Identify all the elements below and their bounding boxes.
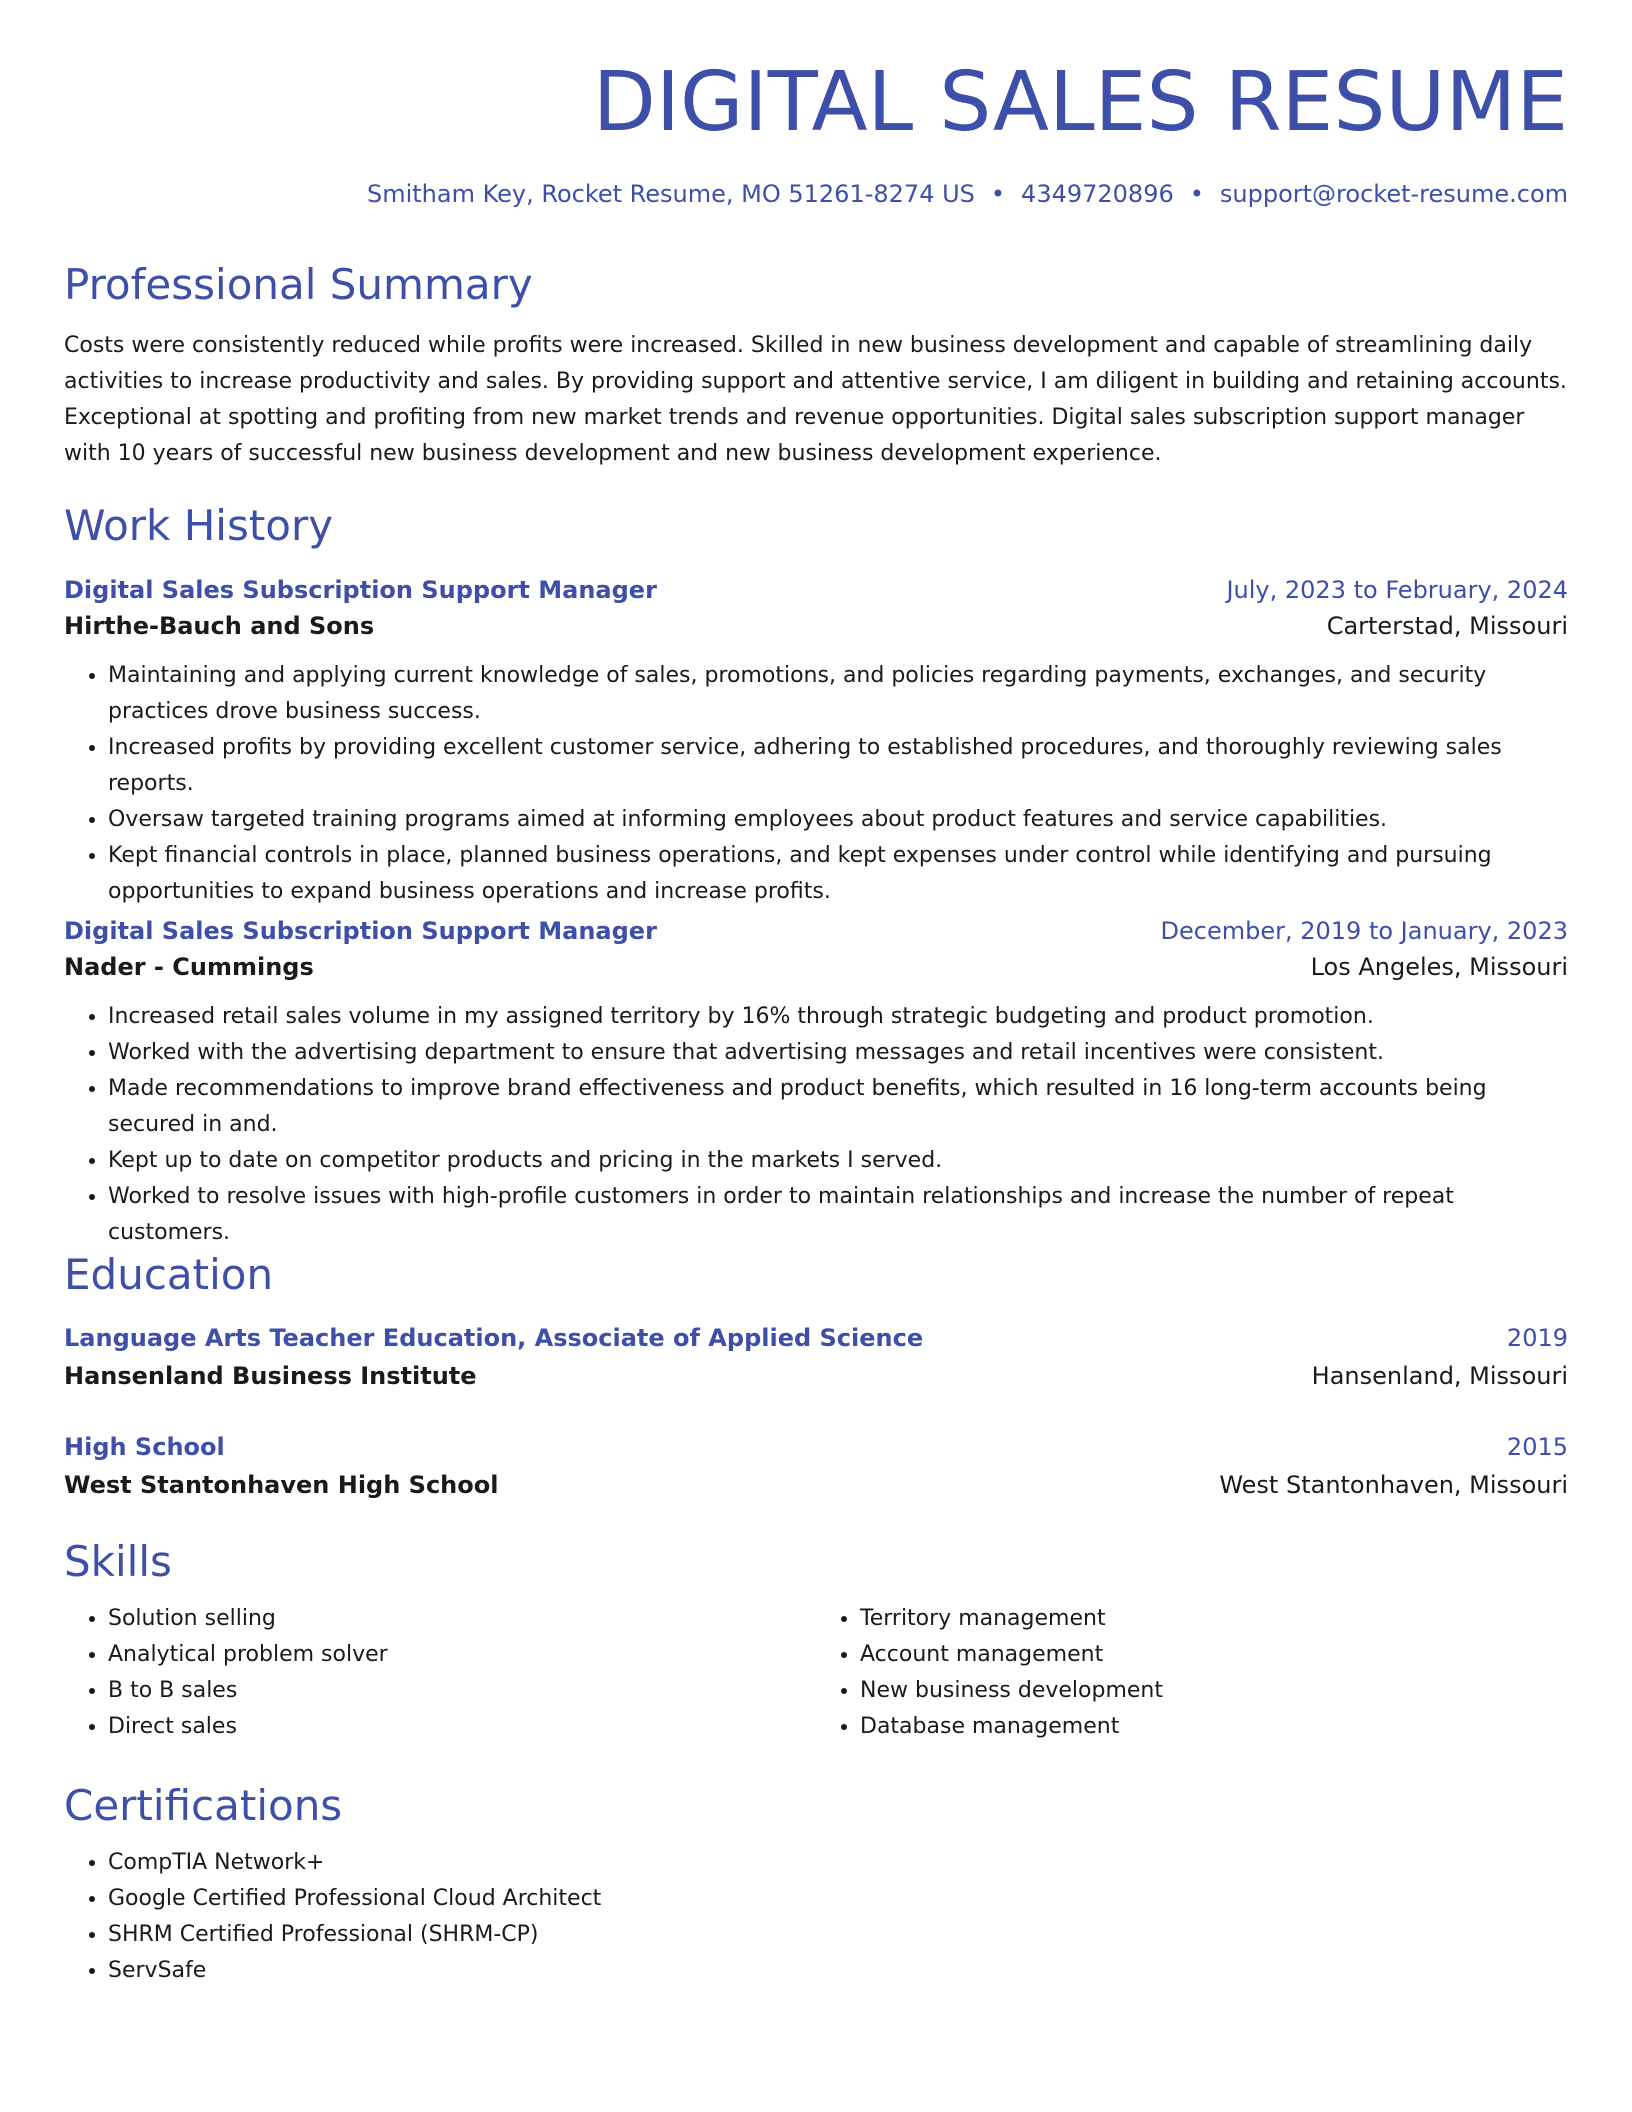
skills-list-right	[816, 1601, 1568, 1745]
education-school: West Stantonhaven High School	[64, 1471, 499, 1499]
education-year: 2015	[1506, 1433, 1568, 1461]
job-company-row	[64, 953, 1568, 981]
section-heading-summary: Professional Summary	[64, 260, 533, 309]
section-heading-certifications: Certifications	[64, 1781, 343, 1830]
list-item: • Google Certified Professional Cloud Architect	[108, 1881, 1568, 1917]
section-heading-work: Work History	[64, 501, 334, 550]
job-title: Digital Sales Subscription Support Manager	[64, 576, 657, 604]
list-item: • CompTIA Network+	[108, 1845, 1568, 1881]
job-dates: July, 2023 to February, 2024	[1226, 576, 1568, 604]
list-item: • Increased profits by providing excellent customer service, adhering to established procedures, and thoroughly reviewing sales reports.	[108, 730, 1568, 802]
list-item: • Direct sales	[108, 1709, 816, 1745]
education-location: West Stantonhaven, Missouri	[1219, 1471, 1568, 1499]
list-item: • Maintaining and applying current knowledge of sales, promotions, and policies regarding payments, exchanges, and security practices drove business success.	[108, 658, 1568, 730]
list-item: • ServSafe	[108, 1953, 1568, 1989]
education-year: 2019	[1506, 1324, 1568, 1352]
list-item: • Analytical problem solver	[108, 1637, 816, 1673]
certifications-list	[64, 1845, 1568, 1989]
education-section	[64, 1250, 1568, 1299]
job-bullets	[64, 658, 1568, 910]
list-item: • Kept up to date on competitor products and pricing in the markets I served.	[108, 1143, 1568, 1179]
list-item: • Kept financial controls in place, planned business operations, and kept expenses under control while identifying and pursuing opportunities to expand business operations and increase profits.	[108, 838, 1568, 910]
job-company: Hirthe-Bauch and Sons	[64, 612, 375, 640]
summary-section	[64, 260, 1568, 472]
list-item: • Worked with the advertising department to ensure that advertising messages and retail incentives were consistent.	[108, 1035, 1568, 1071]
job-location: Carterstad, Missouri	[1326, 612, 1568, 640]
education-header-row	[64, 1433, 1568, 1461]
contact-line	[64, 182, 1568, 206]
job-header-row	[64, 917, 1568, 945]
education-school-row	[64, 1362, 1568, 1390]
education-school-row	[64, 1471, 1568, 1499]
job-company-row	[64, 612, 1568, 640]
resume-title: DIGITAL SALES RESUME	[592, 55, 1568, 150]
section-heading-education: Education	[64, 1250, 274, 1299]
education-degree: High School	[64, 1433, 225, 1461]
list-item: • Account management	[860, 1637, 1568, 1673]
list-item: • SHRM Certified Professional (SHRM-CP)	[108, 1917, 1568, 1953]
list-item: • Oversaw targeted training programs aimed at informing employees about product features and service capabilities.	[108, 802, 1568, 838]
education-header-row	[64, 1324, 1568, 1352]
list-item: • B to B sales	[108, 1673, 816, 1709]
section-heading-skills: Skills	[64, 1537, 172, 1586]
work-section	[64, 501, 1568, 550]
separator-dot: •	[990, 180, 1006, 208]
list-item: • Made recommendations to improve brand effectiveness and product benefits, which resulted in 16 long-term accounts being secured in and.	[108, 1071, 1568, 1143]
list-item: • Worked to resolve issues with high-profile customers in order to maintain relationships and increase the number of repeat customers.	[108, 1179, 1568, 1251]
certifications-section	[64, 1781, 1568, 1989]
list-item: • New business development	[860, 1673, 1568, 1709]
job-company: Nader - Cummings	[64, 953, 314, 981]
separator-dot: •	[1189, 180, 1204, 208]
contact-address: Smitham Key, Rocket Resume, MO 51261-8274 US	[366, 180, 975, 208]
education-degree: Language Arts Teacher Education, Associate of Applied Science	[64, 1324, 924, 1352]
education-entry	[64, 1324, 1568, 1390]
skills-list-left	[64, 1601, 816, 1745]
contact-email: support@rocket-resume.com	[1219, 180, 1568, 208]
job-entry	[64, 917, 1568, 1251]
job-location: Los Angeles, Missouri	[1310, 953, 1568, 981]
job-dates: December, 2019 to January, 2023	[1160, 917, 1568, 945]
skills-columns	[64, 1601, 1568, 1745]
contact-phone: 4349720896	[1021, 180, 1174, 208]
list-item: • Database management	[860, 1709, 1568, 1745]
list-item: • Increased retail sales volume in my assigned territory by 16% through strategic budgeting and product promotion.	[108, 999, 1568, 1035]
summary-text: Costs were consistently reduced while profits were increased. Skilled in new business development and capable of streamlining daily activities to increase productivity and sales. By providing support and attentive service, I am diligent in building and retaining accounts. Exceptional at spotting and profiting from new market trends and revenue opportunities. Digital sales subscription support manager with 10 years of successful new business development and new business development experience.	[64, 333, 1567, 466]
list-item: • Territory management	[860, 1601, 1568, 1637]
job-title: Digital Sales Subscription Support Manager	[64, 917, 657, 945]
skills-section	[64, 1537, 1568, 1745]
job-bullets	[64, 999, 1568, 1251]
education-entry	[64, 1433, 1568, 1499]
job-entry	[64, 576, 1568, 910]
education-location: Hansenland, Missouri	[1311, 1362, 1568, 1390]
job-header-row	[64, 576, 1568, 604]
education-school: Hansenland Business Institute	[64, 1362, 477, 1390]
list-item: • Solution selling	[108, 1601, 816, 1637]
